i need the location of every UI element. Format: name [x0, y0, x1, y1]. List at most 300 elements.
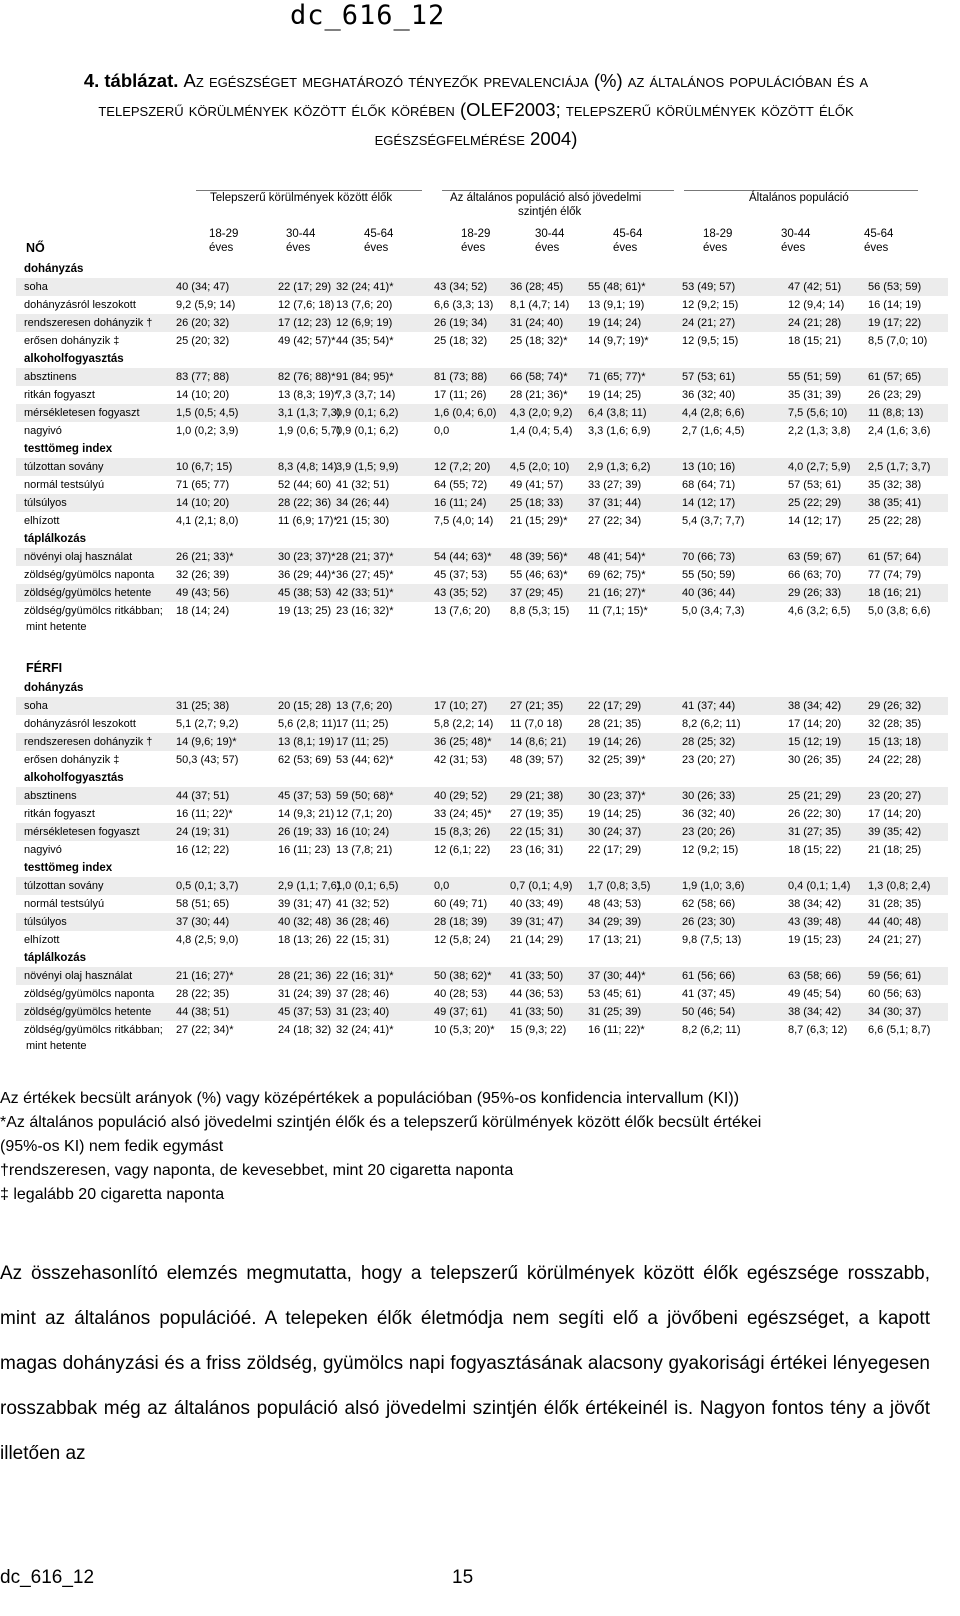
row-label: normál testsúlyú [24, 479, 105, 491]
table-cell: 36 (25; 48)* [434, 736, 492, 748]
table-cell: 21 (16; 27)* [176, 970, 234, 982]
table-cell: 13 (7,8; 21) [336, 844, 393, 856]
table-cell: 27 (22; 34)* [176, 1024, 234, 1036]
group-header-low-income-2: szintjén élők [518, 206, 582, 218]
table-cell: 17 (11; 25) [336, 736, 389, 748]
row-label: ritkán fogyaszt [24, 808, 95, 820]
table-cell: 26 (19; 34) [434, 317, 488, 329]
age-unit: éves [864, 242, 889, 254]
table-cell: 2,2 (1,3; 3,8) [788, 425, 851, 437]
row-label: zöldség/gyümölcs hetente [24, 587, 152, 599]
table-cell: 23 (16; 32)* [336, 605, 394, 617]
row-label: erősen dohányzik ‡ [24, 754, 120, 766]
table-cell: 13 (7,6; 20) [336, 299, 393, 311]
age-range: 18-29 [461, 228, 491, 240]
table-cell: 27 (21; 35) [510, 700, 564, 712]
table-cell: 26 (23; 30) [682, 916, 736, 928]
row-label: nagyivó [24, 425, 62, 437]
row-label: soha [24, 281, 48, 293]
table-cell: 55 (50; 59) [682, 569, 736, 581]
table-cell: 11 (8,8; 13) [868, 407, 924, 419]
table-cell: 49 (41; 57) [510, 479, 564, 491]
table-cell: 31 (24; 39) [278, 988, 332, 1000]
table-cell: 25 (22; 28) [868, 515, 922, 527]
table-cell: 9,8 (7,5; 13) [682, 934, 742, 946]
age-range: 18-29 [209, 228, 239, 240]
table-cell: 55 (48; 61)* [588, 281, 646, 293]
table-cell: 81 (73; 88) [434, 371, 488, 383]
age-range: 30-44 [286, 228, 316, 240]
age-range: 45-64 [364, 228, 394, 240]
table-cell: 10 (6,7; 15) [176, 461, 233, 473]
table-cell: 2,4 (1,6; 3,6) [868, 425, 931, 437]
table-cell: 1,5 (0,5; 4,5) [176, 407, 239, 419]
table-cell: 29 (21; 38) [510, 790, 564, 802]
table-cell: 39 (35; 42) [868, 826, 922, 838]
table-footnotes [0, 1087, 945, 1207]
table-cell: 13 (7,6; 20) [336, 700, 393, 712]
table-cell: 61 (57; 65) [868, 371, 922, 383]
table-cell: 9,2 (5,9; 14) [176, 299, 236, 311]
row-label: absztinens [24, 371, 77, 383]
table-row [16, 931, 948, 949]
table-cell: 12 (5,8; 24) [434, 934, 491, 946]
table-cell: 50 (38; 62)* [434, 970, 492, 982]
table-cell: 42 (31; 53) [434, 754, 488, 766]
table-cell: 17 (12; 23) [278, 317, 332, 329]
table-cell: 40 (34; 47) [176, 281, 230, 293]
table-cell: 40 (28; 53) [434, 988, 488, 1000]
table-cell: 38 (34; 42) [788, 700, 842, 712]
document-code-header: dc_616_12 [290, 0, 446, 31]
table-cell: 44 (36; 53) [510, 988, 564, 1000]
table-cell: 41 (32; 51) [336, 479, 390, 491]
table-row [16, 548, 948, 566]
table-cell: 28 (21; 35) [588, 718, 642, 730]
table-row [16, 566, 948, 584]
table-cell: 48 (43; 53) [588, 898, 642, 910]
section-row [16, 949, 948, 967]
table-cell: 61 (56; 66) [682, 970, 736, 982]
table-cell: 2,9 (1,3; 6,2) [588, 461, 651, 473]
age-unit: éves [364, 242, 389, 254]
age-group-header [364, 227, 393, 255]
table-cell: 30 (23; 37)* [588, 790, 646, 802]
table-cell: 13 (9,1; 19) [588, 299, 645, 311]
table-cell: 23 (20; 27) [682, 754, 736, 766]
table-cell: 23 (20; 27) [868, 790, 922, 802]
table-cell: 17 (11; 25) [336, 718, 389, 730]
table-cell: 48 (39; 57) [510, 754, 564, 766]
table-cell: 16 (11; 23) [278, 844, 331, 856]
table-cell: 8,5 (7,0; 10) [868, 335, 928, 347]
table-cell: 15 (8,3; 26) [434, 826, 491, 838]
table-row [16, 733, 948, 751]
table-cell: 45 (37; 53) [278, 1006, 332, 1018]
table-cell: 4,6 (3,2; 6,5) [788, 605, 851, 617]
table-row [16, 332, 948, 350]
table-cell: 1,7 (0,8; 3,5) [588, 880, 651, 892]
table-row [16, 787, 948, 805]
table-cell: 64 (55; 72) [434, 479, 488, 491]
table-row [16, 877, 948, 895]
table-cell: 7,5 (4,0; 14) [434, 515, 494, 527]
table-cell: 55 (46; 63)* [510, 569, 568, 581]
group-header-low-income: Az általános populáció alsó jövedelmi [450, 192, 642, 204]
table-cell: 41 (37; 45) [682, 988, 736, 1000]
table-cell: 25 (21; 29) [788, 790, 842, 802]
group-rule [442, 190, 674, 191]
table-cell: 37 (29; 45) [510, 587, 564, 599]
table-cell: 32 (24; 41)* [336, 281, 394, 293]
table-cell: 35 (32; 38) [868, 479, 922, 491]
table-cell: 83 (77; 88) [176, 371, 230, 383]
table-cell: 31 (23; 40) [336, 1006, 390, 1018]
table-row [16, 697, 948, 715]
table-cell: 68 (64; 71) [682, 479, 736, 491]
table-cell: 12 (9,4; 14) [788, 299, 845, 311]
table-cell: 4,4 (2,8; 6,6) [682, 407, 745, 419]
table-cell: 15 (12; 19) [788, 736, 842, 748]
table-cell: 0,0 [434, 425, 450, 437]
table-cell: 30 (24; 37) [588, 826, 642, 838]
table-cell: 71 (65; 77)* [588, 371, 646, 383]
table-cell: 58 (51; 65) [176, 898, 230, 910]
table-cell: 31 (25; 38) [176, 700, 230, 712]
table-cell: 16 (11; 22)* [588, 1024, 645, 1036]
table-cell: 0,4 (0,1; 1,4) [788, 880, 851, 892]
table-cell: 31 (25; 39) [588, 1006, 642, 1018]
table-cell: 19 (14; 24) [588, 317, 642, 329]
table-cell: 11 (7,1; 15)* [588, 605, 648, 617]
table-cell: 59 (50; 68)* [336, 790, 394, 802]
title-line-2: telepszerű körülmények között élők körében (OLEF2003; telepszerű körülmények között élők [98, 99, 854, 120]
row-label: zöldség/gyümölcs ritkábban; [24, 1024, 163, 1036]
age-unit: éves [781, 242, 806, 254]
table-cell: 59 (56; 61) [868, 970, 922, 982]
row-label: túlsúlyos [24, 916, 67, 928]
table-cell: 70 (66; 73) [682, 551, 736, 563]
row-label: elhízott [24, 515, 60, 527]
table-row [16, 458, 948, 476]
group-header-settlement: Telepszerű körülmények között élők [210, 192, 393, 204]
table-cell: 3,9 (1,5; 9,9) [336, 461, 399, 473]
table-cell: 8,2 (6,2; 11) [682, 718, 741, 730]
title-line-1: Az egészséget meghatározó tényezők prevalenciája (%) az általános populációban és a [183, 70, 869, 91]
table-row [16, 404, 948, 422]
age-group-header [286, 227, 315, 255]
table-cell: 11 (6,9; 17)* [278, 515, 338, 527]
table-cell: 19 (17; 22) [868, 317, 922, 329]
table-cell: 36 (32; 40) [682, 808, 736, 820]
table-cell: 12 (7,1; 20) [336, 808, 393, 820]
table-cell: 13 (7,6; 20) [434, 605, 491, 617]
table-cell: 14 (9,7; 19)* [588, 335, 649, 347]
table-cell: 17 (14; 20) [868, 808, 922, 820]
table-cell: 28 (21; 36)* [510, 389, 568, 401]
table-cell: 77 (74; 79) [868, 569, 922, 581]
table-row [16, 715, 948, 733]
table-cell: 71 (65; 77) [176, 479, 230, 491]
table-cell: 22 (17; 29) [588, 700, 642, 712]
table-cell: 10 (5,3; 20)* [434, 1024, 495, 1036]
table-cell: 12 (6,1; 22) [434, 844, 491, 856]
table-cell: 82 (76; 88)* [278, 371, 336, 383]
table-cell: 26 (20; 32) [176, 317, 230, 329]
row-label: zöldség/gyümölcs hetente [24, 1006, 152, 1018]
table-cell: 28 (21; 37)* [336, 551, 394, 563]
age-unit: éves [613, 242, 638, 254]
table-cell: 28 (22; 35) [176, 988, 230, 1000]
table-cell: 5,8 (2,2; 14) [434, 718, 494, 730]
table-cell: 27 (19; 35) [510, 808, 564, 820]
table-cell: 2,9 (1,1; 7,6) [278, 880, 341, 892]
table-cell: 6,4 (3,8; 11) [588, 407, 647, 419]
row-label: növényi olaj használat [24, 970, 133, 982]
row-label: zöldség/gyümölcs naponta [24, 988, 155, 1000]
table-cell: 15 (13; 18) [868, 736, 922, 748]
table-cell: 18 (13; 26) [278, 934, 332, 946]
section-label: dohányzás [24, 682, 84, 694]
table-cell: 25 (22; 29) [788, 497, 842, 509]
table-cell: 7,3 (3,7; 14) [336, 389, 396, 401]
table-cell: 50 (46; 54) [682, 1006, 736, 1018]
table-cell: 16 (11; 22)* [176, 808, 233, 820]
table-cell: 24 (21; 28) [788, 317, 842, 329]
table-cell: 12 (9,5; 15) [682, 335, 739, 347]
table-row [16, 314, 948, 332]
table-cell: 14 (10; 20) [176, 389, 230, 401]
table-cell: 5,1 (2,7; 9,2) [176, 718, 239, 730]
table-cell: 16 (10; 24) [336, 826, 390, 838]
sex-header-male: FÉRFI [26, 661, 63, 675]
row-label: mérsékletesen fogyaszt [24, 407, 140, 419]
table-cell: 40 (32; 48) [278, 916, 332, 928]
table-cell: 14 (12; 17) [682, 497, 736, 509]
table-cell: 30 (23; 37)* [278, 551, 336, 563]
table-cell: 8,7 (6,3; 12) [788, 1024, 848, 1036]
footnote-4: †rendszeresen, vagy naponta, de kevesebbet, mint 20 cigaretta naponta [0, 1162, 514, 1179]
table-cell: 40 (33; 49) [510, 898, 564, 910]
section-label: táplálkozás [24, 533, 86, 545]
table-cell: 4,5 (2,0; 10) [510, 461, 570, 473]
table-cell: 17 (10; 27) [434, 700, 488, 712]
table-cell: 45 (37; 53) [434, 569, 488, 581]
section-label: alkoholfogyasztás [24, 353, 124, 365]
age-group-header [209, 227, 238, 255]
table-cell: 2,5 (1,7; 3,7) [868, 461, 931, 473]
table-cell: 5,4 (3,7; 7,7) [682, 515, 745, 527]
table-cell: 33 (27; 39) [588, 479, 642, 491]
section-label: dohányzás [24, 263, 84, 275]
table-cell: 19 (14; 25) [588, 389, 642, 401]
table-cell: 12 (7,2; 20) [434, 461, 491, 473]
table-cell: 22 (15; 31) [336, 934, 390, 946]
table-cell: 34 (30; 37) [868, 1006, 922, 1018]
footnote-5: ‡ legalább 20 cigaretta naponta [0, 1186, 225, 1203]
footnote-2: *Az általános populáció alsó jövedelmi szintjén élők és a telepszerű körülmények között élők becsült értékei [0, 1114, 762, 1131]
table-row [16, 494, 948, 512]
row-label: erősen dohányzik ‡ [24, 335, 120, 347]
row-label: soha [24, 700, 48, 712]
table-cell: 0,7 (0,1; 4,9) [510, 880, 573, 892]
table-cell: 0,9 (0,1; 6,2) [336, 407, 399, 419]
table-cell: 62 (53; 69) [278, 754, 332, 766]
table-row [16, 278, 948, 296]
table-cell: 4,0 (2,7; 5,9) [788, 461, 851, 473]
table-cell: 20 (15; 28) [278, 700, 332, 712]
table-cell: 22 (16; 31)* [336, 970, 394, 982]
section-row [16, 530, 948, 548]
table-cell: 42 (33; 51)* [336, 587, 394, 599]
table-cell: 26 (23; 29) [868, 389, 922, 401]
table-cell: 49 (45; 54) [788, 988, 842, 1000]
table-cell: 53 (45; 61) [588, 988, 642, 1000]
table-cell: 24 (18; 32) [278, 1024, 332, 1036]
table-cell: 5,0 (3,8; 6,6) [868, 605, 931, 617]
title-line-3: egészségfelmérése 2004) [374, 128, 578, 149]
table-cell: 29 (26; 33) [788, 587, 842, 599]
table-cell: 8,3 (4,8; 14) [278, 461, 338, 473]
table-cell: 4,1 (2,1; 8,0) [176, 515, 239, 527]
table-row [16, 841, 948, 859]
table-cell: 33 (24; 45)* [434, 808, 492, 820]
table-cell: 22 (17; 29) [278, 281, 332, 293]
table-cell: 28 (25; 32) [682, 736, 736, 748]
row-label: zöldség/gyümölcs ritkábban; [24, 605, 163, 617]
table-cell: 19 (13; 25) [278, 605, 332, 617]
table-cell: 12 (6,9; 19) [336, 317, 393, 329]
table-cell: 24 (21; 27) [868, 934, 922, 946]
table-cell: 24 (19; 31) [176, 826, 230, 838]
table-row [16, 1003, 948, 1021]
table-cell: 37 (31; 44) [588, 497, 642, 509]
table-cell: 49 (37; 61) [434, 1006, 488, 1018]
table-cell: 1,3 (0,8; 2,4) [868, 880, 931, 892]
table-cell: 28 (21; 36) [278, 970, 332, 982]
table-cell: 17 (13; 21) [588, 934, 642, 946]
age-group-header [864, 227, 893, 255]
table-row [16, 512, 948, 530]
table-cell: 6,6 (5,1; 8,7) [868, 1024, 931, 1036]
table-cell: 34 (26; 44) [336, 497, 390, 509]
table-cell: 56 (53; 59) [868, 281, 922, 293]
table-cell: 49 (43; 56) [176, 587, 230, 599]
table-cell: 49 (42; 57)* [278, 335, 336, 347]
table-title [6, 66, 946, 153]
table-cell: 13 (8,3; 19)* [278, 389, 339, 401]
table-cell: 45 (37; 53) [278, 790, 332, 802]
footnote-1: Az értékek becsült arányok (%) vagy középértékek a populációban (95%-os konfidencia intervallum (KI)) [0, 1090, 740, 1107]
table-cell: 34 (29; 39) [588, 916, 642, 928]
table-cell: 17 (11; 26) [434, 389, 487, 401]
table-cell: 41 (33; 50) [510, 1006, 564, 1018]
table-cell: 38 (35; 41) [868, 497, 922, 509]
table-cell: 45 (38; 53) [278, 587, 332, 599]
table-cell: 36 (27; 45)* [336, 569, 394, 581]
table-cell: 22 (17; 29) [588, 844, 642, 856]
table-cell: 31 (24; 40) [510, 317, 564, 329]
row-label: ritkán fogyaszt [24, 389, 95, 401]
age-range: 30-44 [535, 228, 565, 240]
table-cell: 41 (37; 44) [682, 700, 736, 712]
table-row [16, 296, 948, 314]
table-cell: 91 (84; 95)* [336, 371, 394, 383]
table-cell: 24 (21; 27) [682, 317, 736, 329]
table-cell: 35 (31; 39) [788, 389, 842, 401]
table-cell: 25 (18; 32) [434, 335, 488, 347]
table-cell: 53 (44; 62)* [336, 754, 394, 766]
table-cell: 31 (28; 35) [868, 898, 922, 910]
table-cell: 21 (14; 29) [510, 934, 564, 946]
table-cell: 1,4 (0,4; 5,4) [510, 425, 573, 437]
table-cell: 40 (36; 44) [682, 587, 736, 599]
table-cell: 2,7 (1,6; 4,5) [682, 425, 745, 437]
table-cell: 1,6 (0,4; 6,0) [434, 407, 497, 419]
table-cell: 30 (26; 35) [788, 754, 842, 766]
footnote-3: (95%-os KI) nem fedik egymást [0, 1138, 224, 1155]
table-cell: 44 (38; 51) [176, 1006, 230, 1018]
table-cell: 55 (51; 59) [788, 371, 842, 383]
table-cell: 25 (20; 32) [176, 335, 230, 347]
table-cell: 17 (14; 20) [788, 718, 842, 730]
table-cell: 30 (26; 33) [682, 790, 736, 802]
row-label: túlzottan sovány [24, 461, 104, 473]
section-row [16, 440, 948, 458]
table-cell: 41 (32; 52) [336, 898, 390, 910]
age-unit: éves [461, 242, 486, 254]
page-number: 15 [452, 1567, 474, 1588]
table-row [16, 913, 948, 931]
age-group-header [535, 227, 564, 255]
table-cell: 14 (12; 17) [788, 515, 842, 527]
section-label: táplálkozás [24, 952, 86, 964]
table-row [16, 368, 948, 386]
row-label: túlsúlyos [24, 497, 67, 509]
age-group-header [703, 227, 732, 255]
table-row [16, 985, 948, 1003]
table-cell: 15 (9,3; 22) [510, 1024, 567, 1036]
table-cell: 36 (32; 40) [682, 389, 736, 401]
table-cell: 38 (34; 42) [788, 898, 842, 910]
table-number: 4. táblázat. [83, 70, 179, 91]
table-cell: 26 (22; 30) [788, 808, 842, 820]
table-cell: 16 (12; 22) [176, 844, 230, 856]
age-group-header [613, 227, 642, 255]
table-cell: 63 (58; 66) [788, 970, 842, 982]
row-label: rendszeresen dohányzik † [24, 736, 153, 748]
table-cell: 12 (9,2; 15) [682, 299, 739, 311]
section-row [16, 260, 948, 278]
row-label: nagyivó [24, 844, 62, 856]
table-cell: 50,3 (43; 57) [176, 754, 239, 766]
table-cell: 12 (7,6; 18) [278, 299, 335, 311]
table-cell: 36 (28; 46) [336, 916, 390, 928]
table-cell: 69 (62; 75)* [588, 569, 646, 581]
table-cell: 37 (30; 44)* [588, 970, 646, 982]
table-cell: 26 (21; 33)* [176, 551, 234, 563]
table-row [16, 895, 948, 913]
row-label: dohányzásról leszokott [24, 299, 136, 311]
table-cell: 3,1 (1,3; 7,3) [278, 407, 341, 419]
row-label: dohányzásról leszokott [24, 718, 136, 730]
table-cell: 14 (10; 20) [176, 497, 230, 509]
table-cell: 66 (63; 70) [788, 569, 842, 581]
table-cell: 44 (40; 48) [868, 916, 922, 928]
age-range: 18-29 [703, 228, 733, 240]
table-cell: 7,5 (5,6; 10) [788, 407, 848, 419]
group-header-general: Általános populáció [749, 192, 849, 204]
